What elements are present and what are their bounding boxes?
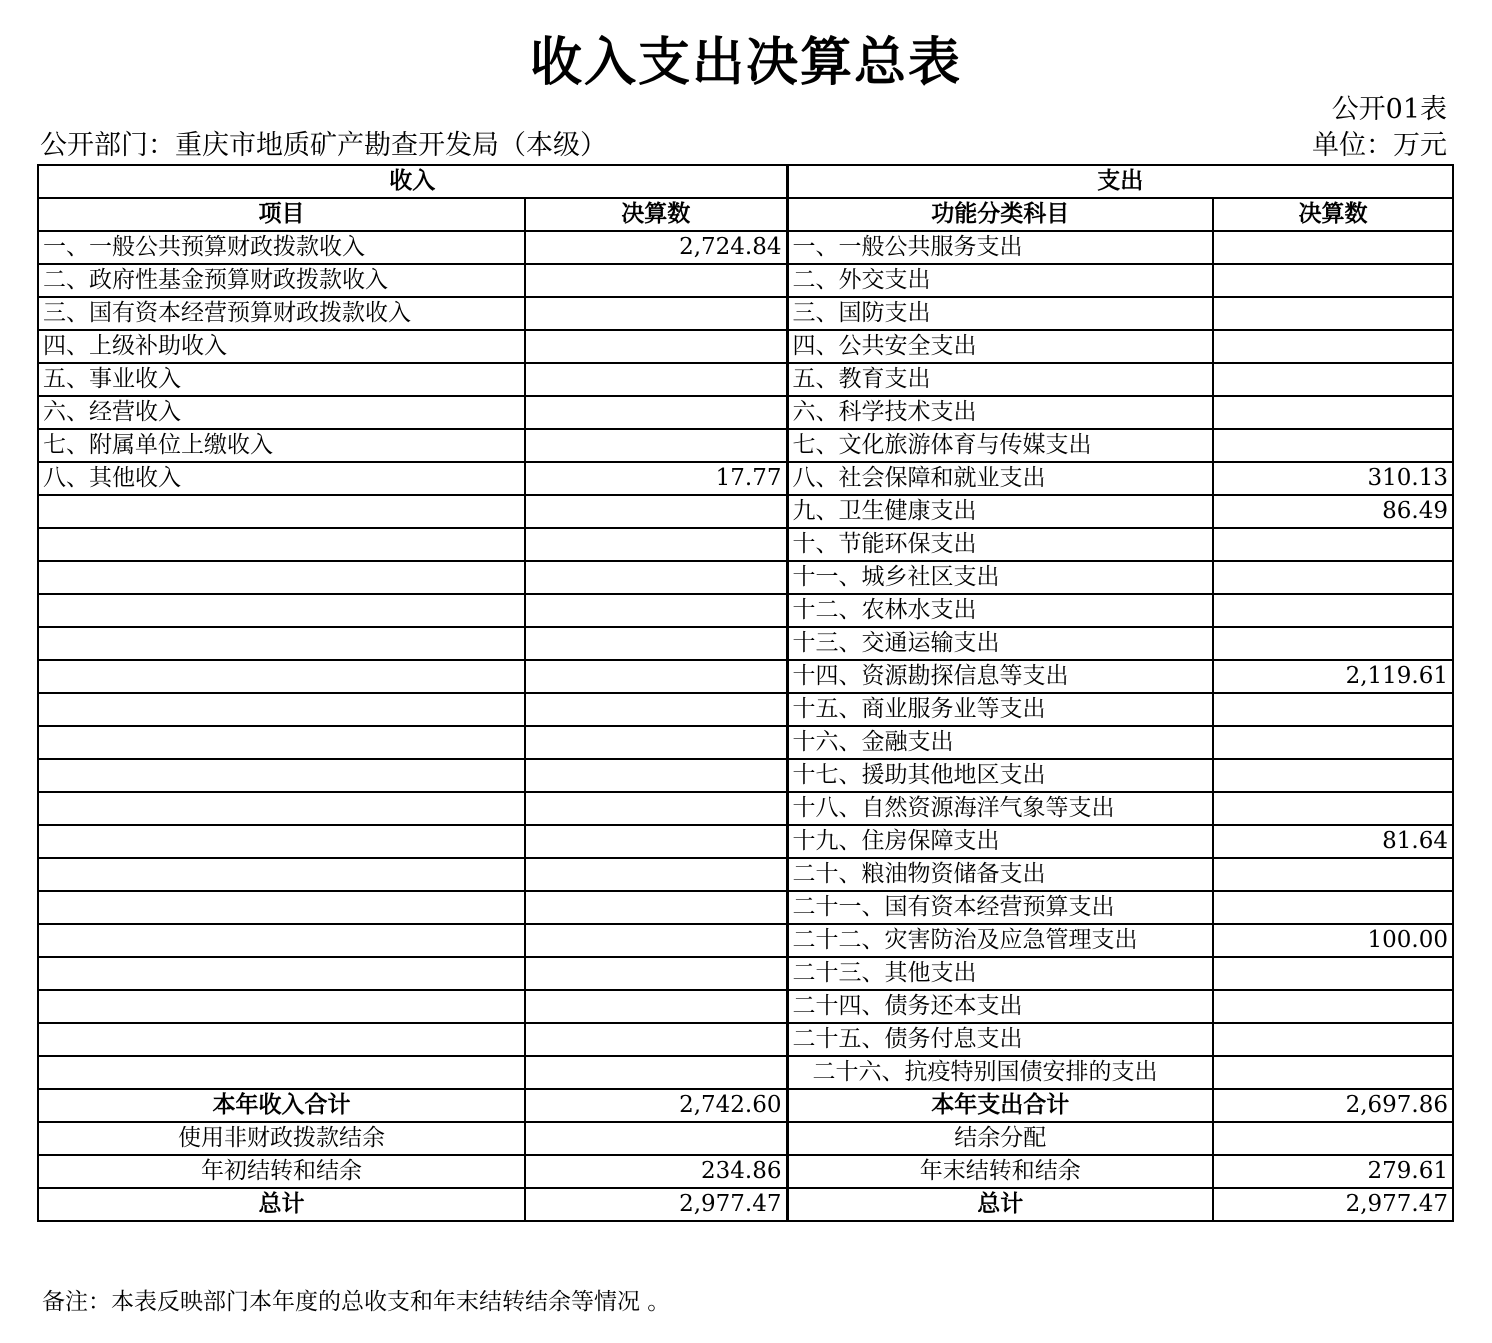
income-item-cell: 四、上级补助收入 <box>38 330 525 363</box>
table-row <box>38 396 1453 429</box>
expense-amount-cell <box>1213 594 1453 627</box>
table-row <box>38 1023 1453 1056</box>
table-row <box>38 891 1453 924</box>
table-row <box>38 528 1453 561</box>
table-row <box>38 627 1453 660</box>
income-item-cell <box>38 660 525 693</box>
department-label: 公开部门：重庆市地质矿产勘查开发局（本级） <box>40 130 607 161</box>
income-amount-cell <box>525 627 787 660</box>
income-item-cell <box>38 858 525 891</box>
expense-item-cell: 五、教育支出 <box>787 363 1213 396</box>
income-amount-cell <box>525 792 787 825</box>
income-item-cell <box>38 495 525 528</box>
summary-row <box>38 1188 1453 1221</box>
col-header-expense-amount: 决算数 <box>1213 198 1453 231</box>
expense-amount-cell <box>1213 297 1453 330</box>
table-row <box>38 363 1453 396</box>
income-amount-cell: 2,724.84 <box>525 231 787 264</box>
income-item-cell <box>38 693 525 726</box>
income-item-cell: 五、事业收入 <box>38 363 525 396</box>
summary-expense-label: 年末结转和结余 <box>787 1155 1213 1188</box>
expense-amount-cell <box>1213 231 1453 264</box>
income-amount-cell <box>525 363 787 396</box>
expense-amount-cell <box>1213 990 1453 1023</box>
income-item-cell <box>38 594 525 627</box>
income-amount-cell <box>525 759 787 792</box>
summary-expense-label: 本年支出合计 <box>787 1089 1213 1122</box>
summary-income-amount: 234.86 <box>525 1155 787 1188</box>
expense-item-cell: 二十一、国有资本经营预算支出 <box>787 891 1213 924</box>
expense-amount-cell: 81.64 <box>1213 825 1453 858</box>
summary-income-amount <box>525 1122 787 1155</box>
page-title: 收入支出决算总表 <box>529 33 962 93</box>
expense-item-cell: 二十三、其他支出 <box>787 957 1213 990</box>
income-amount-cell <box>525 396 787 429</box>
expense-item-cell: 一、一般公共服务支出 <box>787 231 1213 264</box>
income-item-cell <box>38 891 525 924</box>
expense-item-cell: 九、卫生健康支出 <box>787 495 1213 528</box>
table-row <box>38 495 1453 528</box>
expense-item-cell: 十三、交通运输支出 <box>787 627 1213 660</box>
table-row <box>38 759 1453 792</box>
table-row <box>38 693 1453 726</box>
income-amount-cell <box>525 528 787 561</box>
income-item-cell: 二、政府性基金预算财政拨款收入 <box>38 264 525 297</box>
income-item-cell <box>38 759 525 792</box>
income-amount-cell <box>525 1023 787 1056</box>
table-row <box>38 957 1453 990</box>
income-amount-cell <box>525 891 787 924</box>
income-amount-cell <box>525 990 787 1023</box>
summary-income-label: 本年收入合计 <box>38 1089 525 1122</box>
income-amount-cell <box>525 660 787 693</box>
expense-amount-cell <box>1213 957 1453 990</box>
income-amount-cell <box>525 825 787 858</box>
expense-item-cell: 二十、粮油物资储备支出 <box>787 858 1213 891</box>
expense-item-cell: 二十四、债务还本支出 <box>787 990 1213 1023</box>
expense-item-cell: 八、社会保障和就业支出 <box>787 462 1213 495</box>
expense-amount-cell <box>1213 561 1453 594</box>
income-expense-table <box>37 164 1454 1222</box>
summary-expense-amount: 2,697.86 <box>1213 1089 1453 1122</box>
income-header: 收入 <box>38 165 787 198</box>
income-amount-cell <box>525 561 787 594</box>
col-header-item: 项目 <box>38 198 525 231</box>
income-item-cell: 七、附属单位上缴收入 <box>38 429 525 462</box>
expense-amount-cell <box>1213 759 1453 792</box>
expense-item-cell: 十五、商业服务业等支出 <box>787 693 1213 726</box>
table-row <box>38 429 1453 462</box>
income-item-cell <box>38 792 525 825</box>
expense-item-cell: 十八、自然资源海洋气象等支出 <box>787 792 1213 825</box>
income-amount-cell <box>525 264 787 297</box>
expense-amount-cell <box>1213 693 1453 726</box>
income-amount-cell <box>525 330 787 363</box>
summary-income-label: 使用非财政拨款结余 <box>38 1122 525 1155</box>
income-amount-cell <box>525 297 787 330</box>
unit-label: 单位：万元 <box>1312 130 1447 161</box>
income-amount-cell <box>525 1056 787 1089</box>
income-item-cell: 八、其他收入 <box>38 462 525 495</box>
table-row <box>38 858 1453 891</box>
expense-item-cell: 七、文化旅游体育与传媒支出 <box>787 429 1213 462</box>
table-row <box>38 660 1453 693</box>
income-amount-cell <box>525 495 787 528</box>
expense-item-cell: 十七、援助其他地区支出 <box>787 759 1213 792</box>
expense-amount-cell <box>1213 528 1453 561</box>
income-item-cell: 六、经营收入 <box>38 396 525 429</box>
summary-income-label: 年初结转和结余 <box>38 1155 525 1188</box>
expense-amount-cell <box>1213 792 1453 825</box>
summary-expense-label: 结余分配 <box>787 1122 1213 1155</box>
expense-amount-cell <box>1213 627 1453 660</box>
income-amount-cell <box>525 858 787 891</box>
income-amount-cell <box>525 924 787 957</box>
col-header-function: 功能分类科目 <box>787 198 1213 231</box>
income-amount-cell: 17.77 <box>525 462 787 495</box>
table-row <box>38 330 1453 363</box>
expense-amount-cell <box>1213 363 1453 396</box>
expense-item-cell: 四、公共安全支出 <box>787 330 1213 363</box>
expense-amount-cell <box>1213 726 1453 759</box>
summary-income-amount: 2,977.47 <box>525 1188 787 1221</box>
table-row <box>38 1056 1453 1089</box>
expense-amount-cell <box>1213 891 1453 924</box>
table-row <box>38 264 1453 297</box>
table-row <box>38 561 1453 594</box>
table-row <box>38 924 1453 957</box>
form-code: 公开01表 <box>1331 94 1447 125</box>
summary-income-label: 总计 <box>38 1188 525 1221</box>
expense-amount-cell <box>1213 396 1453 429</box>
table-row <box>38 792 1453 825</box>
expense-item-cell: 十六、金融支出 <box>787 726 1213 759</box>
income-item-cell <box>38 528 525 561</box>
table-row <box>38 726 1453 759</box>
summary-income-amount: 2,742.60 <box>525 1089 787 1122</box>
table-row <box>38 990 1453 1023</box>
expense-item-cell: 十九、住房保障支出 <box>787 825 1213 858</box>
col-header-income-amount: 决算数 <box>525 198 787 231</box>
summary-row <box>38 1089 1453 1122</box>
income-item-cell <box>38 627 525 660</box>
income-amount-cell <box>525 957 787 990</box>
table-group-header-row <box>38 165 1453 198</box>
expense-amount-cell <box>1213 858 1453 891</box>
expense-item-cell: 六、科学技术支出 <box>787 396 1213 429</box>
table-row <box>38 825 1453 858</box>
summary-expense-amount <box>1213 1122 1453 1155</box>
summary-expense-amount: 2,977.47 <box>1213 1188 1453 1221</box>
table-row <box>38 297 1453 330</box>
expense-header: 支出 <box>787 165 1453 198</box>
income-amount-cell <box>525 594 787 627</box>
expense-item-cell: 二、外交支出 <box>787 264 1213 297</box>
expense-item-cell: 二十二、灾害防治及应急管理支出 <box>787 924 1213 957</box>
income-item-cell: 三、国有资本经营预算财政拨款收入 <box>38 297 525 330</box>
table-column-header-row <box>38 198 1453 231</box>
expense-item-cell: 十二、农林水支出 <box>787 594 1213 627</box>
income-item-cell <box>38 1023 525 1056</box>
summary-expense-label: 总计 <box>787 1188 1213 1221</box>
table-row <box>38 462 1453 495</box>
table-row <box>38 594 1453 627</box>
income-item-cell <box>38 726 525 759</box>
expense-amount-cell: 310.13 <box>1213 462 1453 495</box>
expense-item-cell: 二十六、抗疫特别国债安排的支出 <box>787 1056 1213 1089</box>
income-item-cell <box>38 561 525 594</box>
expense-amount-cell <box>1213 264 1453 297</box>
summary-expense-amount: 279.61 <box>1213 1155 1453 1188</box>
expense-item-cell: 十四、资源勘探信息等支出 <box>787 660 1213 693</box>
table-row <box>38 231 1453 264</box>
income-item-cell <box>38 825 525 858</box>
income-item-cell <box>38 990 525 1023</box>
income-item-cell: 一、一般公共预算财政拨款收入 <box>38 231 525 264</box>
expense-amount-cell <box>1213 1023 1453 1056</box>
summary-row <box>38 1122 1453 1155</box>
summary-row <box>38 1155 1453 1188</box>
expense-item-cell: 十一、城乡社区支出 <box>787 561 1213 594</box>
expense-amount-cell <box>1213 429 1453 462</box>
income-item-cell <box>38 1056 525 1089</box>
expense-item-cell: 三、国防支出 <box>787 297 1213 330</box>
expense-amount-cell <box>1213 1056 1453 1089</box>
income-amount-cell <box>525 429 787 462</box>
expense-amount-cell: 86.49 <box>1213 495 1453 528</box>
expense-item-cell: 二十五、债务付息支出 <box>787 1023 1213 1056</box>
expense-item-cell: 十、节能环保支出 <box>787 528 1213 561</box>
income-item-cell <box>38 924 525 957</box>
income-amount-cell <box>525 726 787 759</box>
expense-amount-cell <box>1213 330 1453 363</box>
expense-amount-cell: 100.00 <box>1213 924 1453 957</box>
income-item-cell <box>38 957 525 990</box>
income-amount-cell <box>525 693 787 726</box>
footnote: 备注：本表反映部门本年度的总收支和年末结转结余等情况 。 <box>42 1289 671 1315</box>
expense-amount-cell: 2,119.61 <box>1213 660 1453 693</box>
